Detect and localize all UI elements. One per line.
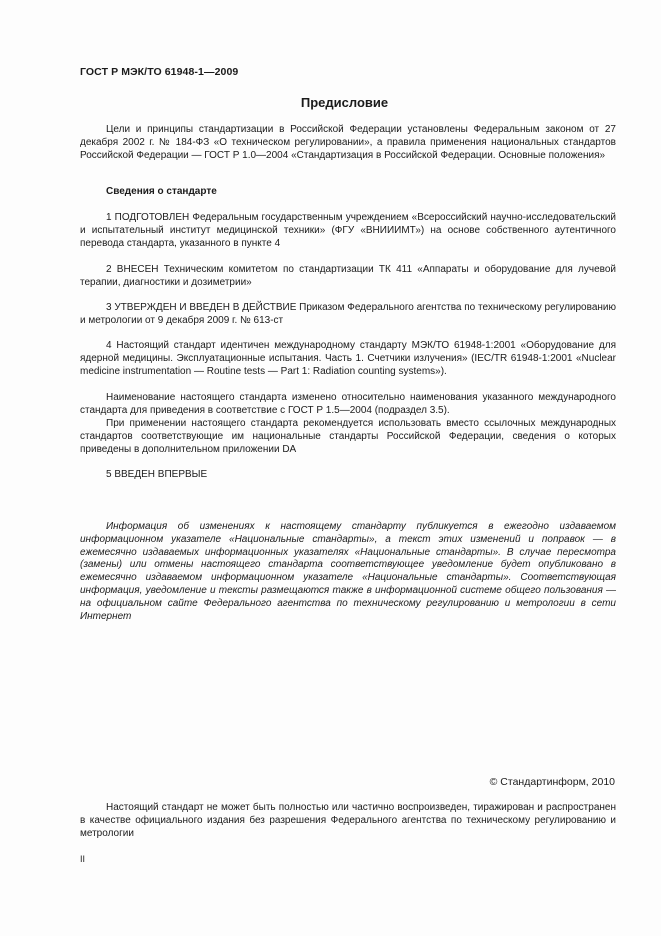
- item-4-identical: 4 Настоящий стандарт идентичен международному стандарту МЭК/ТО 61948-1:2001 «Оборудование для ядерной медицины. Эксплуатационные испытания. Часть 1. Счетчики излучения» (IEC/TR 61948-1:2001 «Nuclear medicine instrumentation — Routine tests — Part 1: Radiation counting systems»).: [80, 340, 616, 377]
- document-header: ГОСТ Р МЭК/ТО 61948-1—2009: [80, 66, 239, 78]
- page-title: Предисловие: [300, 95, 389, 110]
- reproduction-notice: Настоящий стандарт не может быть полностью или частично воспроизведен, тиражирован и распространен в качестве официального издания без разрешения Федерального агентства по техническому регулированию и метрологии: [80, 802, 616, 839]
- info-notice: Информация об изменениях к настоящему стандарту публикуется в ежегодно издаваемом информационном указателе «Национальные стандарты», а текст этих изменений и поправок — в ежемесячно издаваемых информационных указателях «Национальные стандарты». В случае пересмотра (замены) или отмены настоящего стандарта соответствующее уведомление будет опубликовано в ежемесячно издаваемом информационном указателе «Национальные стандарты». Соответствующая информация, уведомление и тексты размещаются также в информационной системе общего пользования — на официальном сайте Федерального агентства по техническому регулированию и метрологии в сети Интернет: [80, 521, 616, 622]
- item-5-first-introduced: 5 ВВЕДЕН ВПЕРВЫЕ: [106, 469, 208, 480]
- page-number: II: [80, 854, 86, 864]
- item-4-application: При применении настоящего стандарта рекомендуется использовать вместо ссылочных международных стандартов соответствующие им национальные стандарты Российской Федерации, сведения о которых приведены в дополнительном приложении DA: [80, 418, 616, 455]
- item-1-prepared: 1 ПОДГОТОВЛЕН Федеральным государственным учреждением «Всероссийский научно-исследовательский и испытательный институт медицинской техники» (ФГУ «ВНИИИМТ») на основе собственного аутентичного перевода стандарта, указанного в пункте 4: [80, 212, 616, 249]
- item-3-approved: 3 УТВЕРЖДЕН И ВВЕДЕН В ДЕЙСТВИЕ Приказом Федерального агентства по техническому регулированию и метрологии от 9 декабря 2009 г. № 613-ст: [80, 302, 616, 326]
- copyright-notice: © Стандартинформ, 2010: [489, 776, 615, 788]
- intro-paragraph: Цели и принципы стандартизации в Российской Федерации установлены Федеральным законом от 27 декабря 2002 г. № 184-ФЗ «О техническом регулировании», а правила применения национальных стандартов Российской Федерации — ГОСТ Р 1.0—2004 «Стандартизация в Российской Федерации. Основные положения»: [80, 124, 616, 161]
- item-4-name-change: Наименование настоящего стандарта изменено относительно наименования указанного международного стандарта для приведения в соответствие с ГОСТ Р 1.5—2004 (подраздел 3.5).: [80, 392, 616, 416]
- section-heading: Сведения о стандарте: [106, 186, 217, 197]
- item-2-introduced: 2 ВНЕСЕН Техническим комитетом по стандартизации ТК 411 «Аппараты и оборудование для лучевой терапии, диагностики и дозиметрии»: [80, 264, 616, 288]
